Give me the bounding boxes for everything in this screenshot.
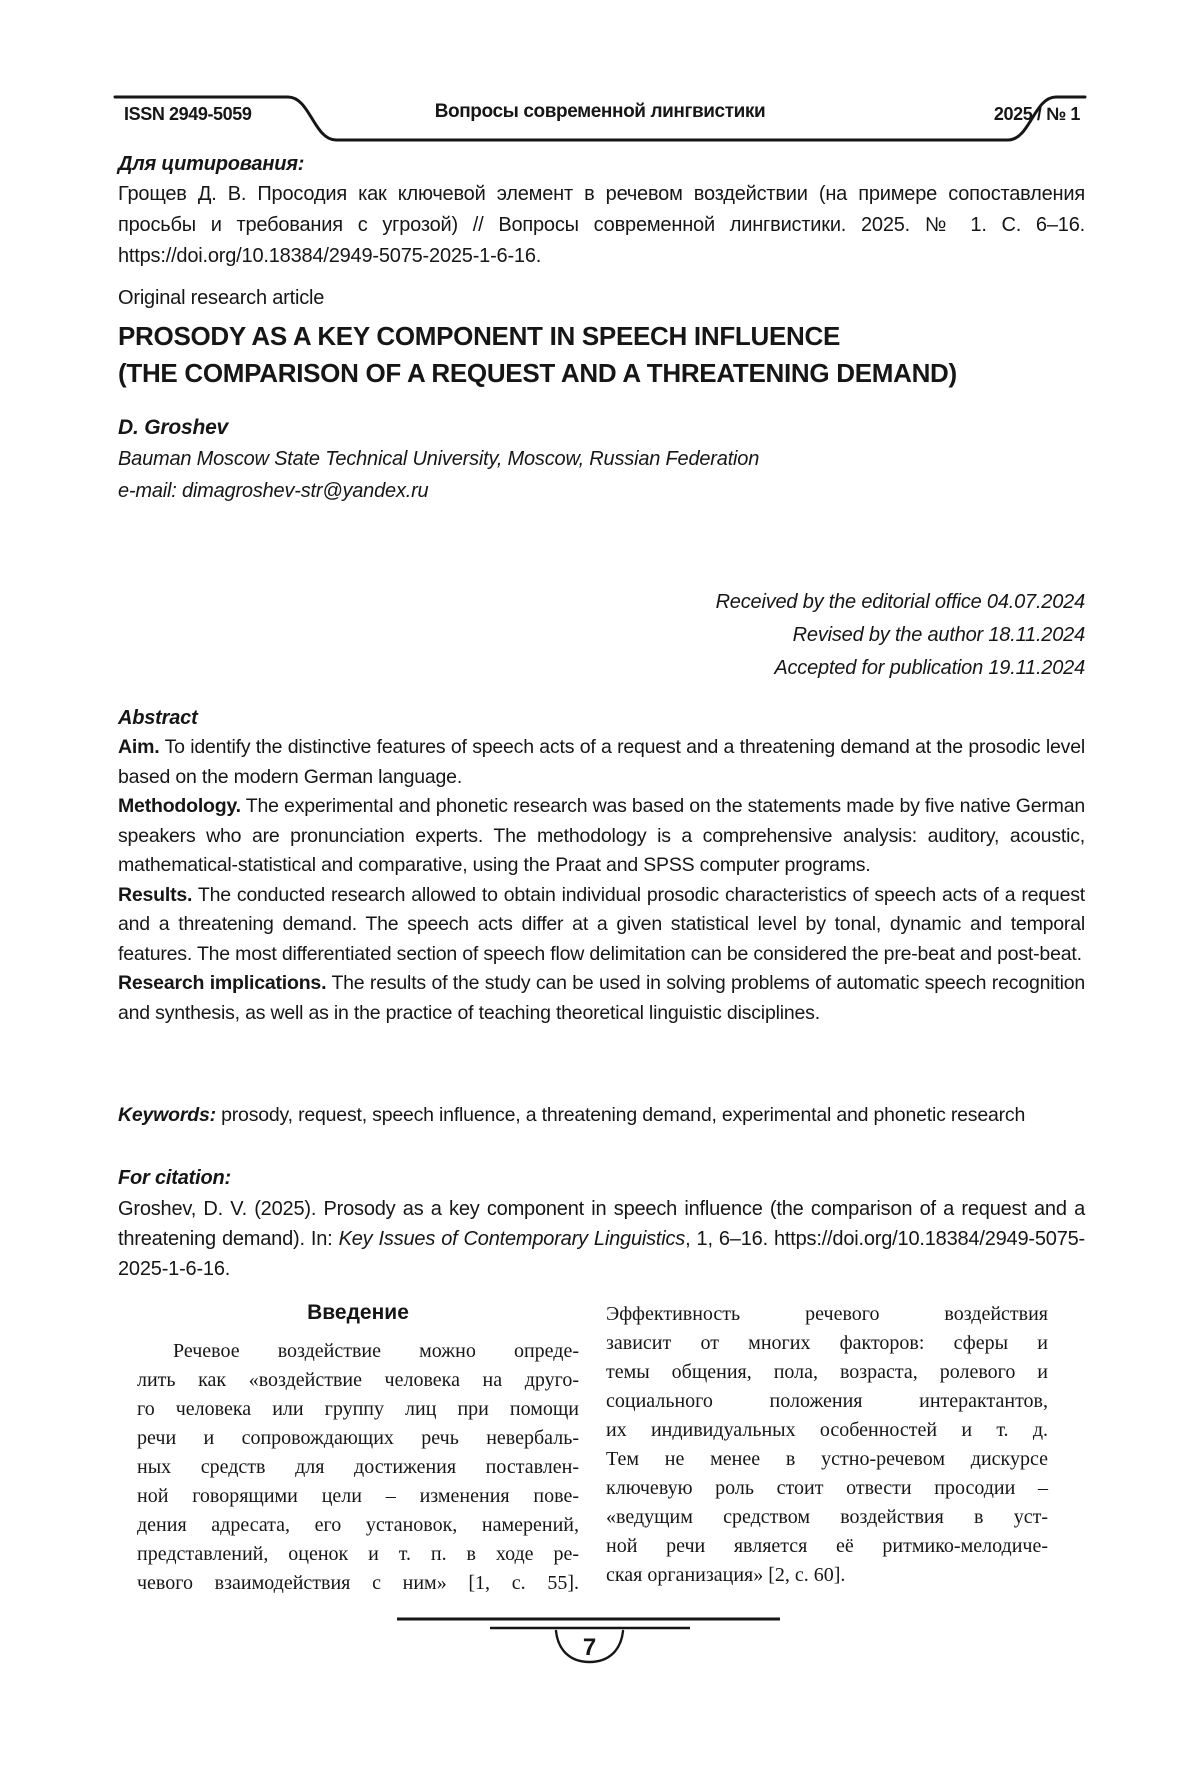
- received-date: Received by the editorial office 04.07.2024: [715, 591, 1085, 613]
- abstract-item-label: Research implications.: [118, 972, 327, 994]
- abstract-item-text: The experimental and phonetic research was based on the statements made by five native German speakers who are pronunciation experts. The methodology is a comprehensive analysis: auditory, acoustic, mathematical-statistical and comparative, using the Praat and SPSS computer programs.: [118, 795, 1085, 876]
- author-name: D. Groshev: [118, 416, 229, 439]
- article-type-label: Original research article: [118, 287, 325, 309]
- text-line: представлений, оценок и т. п. в ходе ре-: [137, 1543, 579, 1565]
- title-line-2: (THE COMPARISON OF A REQUEST AND A THREATENING DEMAND): [118, 358, 957, 388]
- abstract-item-methodology: [118, 792, 1085, 881]
- abstract-item-text: To identify the distinctive features of speech acts of a request and a threatening demand at the prosodic level based on the modern German language.: [118, 736, 1085, 788]
- author-affiliation: Bauman Moscow State Technical University, Moscow, Russian Federation: [118, 448, 760, 470]
- abstract-item-label: Results.: [118, 883, 193, 906]
- keywords-text: prosody, request, speech influence, a threatening demand, experimental and phonetic research: [221, 1104, 1026, 1126]
- abstract-item-text: The conducted research allowed to obtain individual prosodic characteristics of speech acts of a request and a threatening demand. The speech acts differ at a given statistical level by tonal, dynamic and temporal features. The most differentiated section of speech flow delimitation can be considered the pre-beat and post-beat.: [118, 883, 1085, 965]
- author-email: e-mail: dimagroshev-str@yandex.ru: [118, 480, 429, 502]
- abstract-item-label: Methodology.: [118, 795, 241, 817]
- citation-en-section: [118, 1166, 1085, 1284]
- text-line: ной говорящими цели – изменения пове-: [137, 1485, 579, 1507]
- text-line: дения адресата, его установок, намерений,: [137, 1514, 579, 1536]
- intro-left-text: [137, 1337, 579, 1598]
- keywords-section: [118, 1100, 1085, 1130]
- text-line: ной речи является её ритмико-мелодиче-: [606, 1535, 1048, 1557]
- citation-ru-text: Грощев Д. В. Просодия как ключевой элемент в речевом воздействии (на примере сопоставления просьбы и требования с угрозой) // Вопросы современной лингвистики. 2025. № 1. С. 6–16. https://doi.org/10.18384/2949-5075-2025-1-6-16.: [118, 183, 1085, 267]
- revised-date: Revised by the author 18.11.2024: [792, 624, 1085, 646]
- text-line: лить как «воздействие человека на друго-: [137, 1369, 579, 1391]
- citation-en-journal-italic: Key Issues of Contemporary Linguistics: [338, 1228, 686, 1250]
- citation-en-text: [118, 1194, 1085, 1284]
- abstract-item-research-implications: [118, 969, 1085, 1028]
- text-line: Тем не менее в устно-речевом дискурсе: [606, 1448, 1048, 1470]
- article-title: [118, 318, 1085, 392]
- editorial-dates: [118, 586, 1085, 685]
- text-line: го человека или группу лиц при помощи: [137, 1398, 579, 1420]
- intro-right-column: [606, 1300, 1048, 1598]
- text-line: их индивидуальных особенностей и т. д.: [606, 1419, 1048, 1441]
- abstract-body: [118, 733, 1085, 1028]
- text-line: ных средств для достижения поставлен-: [137, 1456, 579, 1478]
- text-line: темы общения, пола, возраста, ролевого и: [606, 1361, 1048, 1383]
- issue-label: 2025 / № 1: [993, 104, 1080, 124]
- footer-ornament: [397, 1604, 783, 1676]
- journal-title: Вопросы современной лингвистики: [434, 101, 766, 122]
- abstract-label: Abstract: [118, 707, 198, 729]
- abstract-item-label: Aim.: [118, 736, 160, 758]
- author-block: [118, 413, 1085, 507]
- text-line: ключевую роль стоит отвести просодии –: [606, 1477, 1048, 1499]
- abstract-item-results: [118, 881, 1085, 970]
- text-line: зависит от многих факторов: сферы и: [606, 1332, 1048, 1354]
- citation-ru-label: Для цитирования:: [118, 153, 305, 175]
- text-line: социального положения интерактантов,: [606, 1390, 1048, 1412]
- title-line-1: PROSODY AS A KEY COMPONENT IN SPEECH INFLUENCE: [118, 321, 841, 351]
- citation-en-before: Groshev, D. V. (2025). Prosody as a key component in speech influence (the comparison of a request and a threatening demand). In:: [118, 1198, 1085, 1250]
- text-line: ская организация» [2, с. 60].: [606, 1564, 846, 1586]
- page-number: 7: [582, 1634, 597, 1661]
- abstract-item-text: The results of the study can be used in solving problems of automatic speech recognition and synthesis, as well as in the practice of teaching theoretical linguistic disciplines.: [118, 972, 1086, 1024]
- text-line: Эффективность речевого воздействия: [606, 1303, 1048, 1325]
- text-line: «ведущим средством воздействия в уст-: [606, 1506, 1048, 1528]
- text-line: речи и сопровождающих речь невербаль-: [137, 1427, 579, 1449]
- citation-en-label: For citation:: [118, 1167, 231, 1189]
- introduction-heading: Введение: [307, 1301, 409, 1324]
- text-line: Речевое воздействие можно опреде-: [173, 1340, 579, 1362]
- citation-en-after: , 1, 6–16. https://doi.org/10.18384/2949-5075-2025-1-6-16.: [118, 1228, 1086, 1280]
- intro-left-column: [137, 1300, 579, 1598]
- keywords-label: Keywords:: [118, 1104, 216, 1126]
- introduction-section: [137, 1300, 1049, 1598]
- citation-ru-section: [118, 152, 1085, 272]
- issn-label: ISSN 2949-5059: [124, 104, 252, 124]
- accepted-date: Accepted for publication 19.11.2024: [774, 657, 1085, 679]
- text-line: чевого взаимодействия с ним» [1, с. 55].: [137, 1572, 579, 1594]
- abstract-item-aim: [118, 733, 1085, 792]
- intro-right-text: [606, 1300, 1048, 1590]
